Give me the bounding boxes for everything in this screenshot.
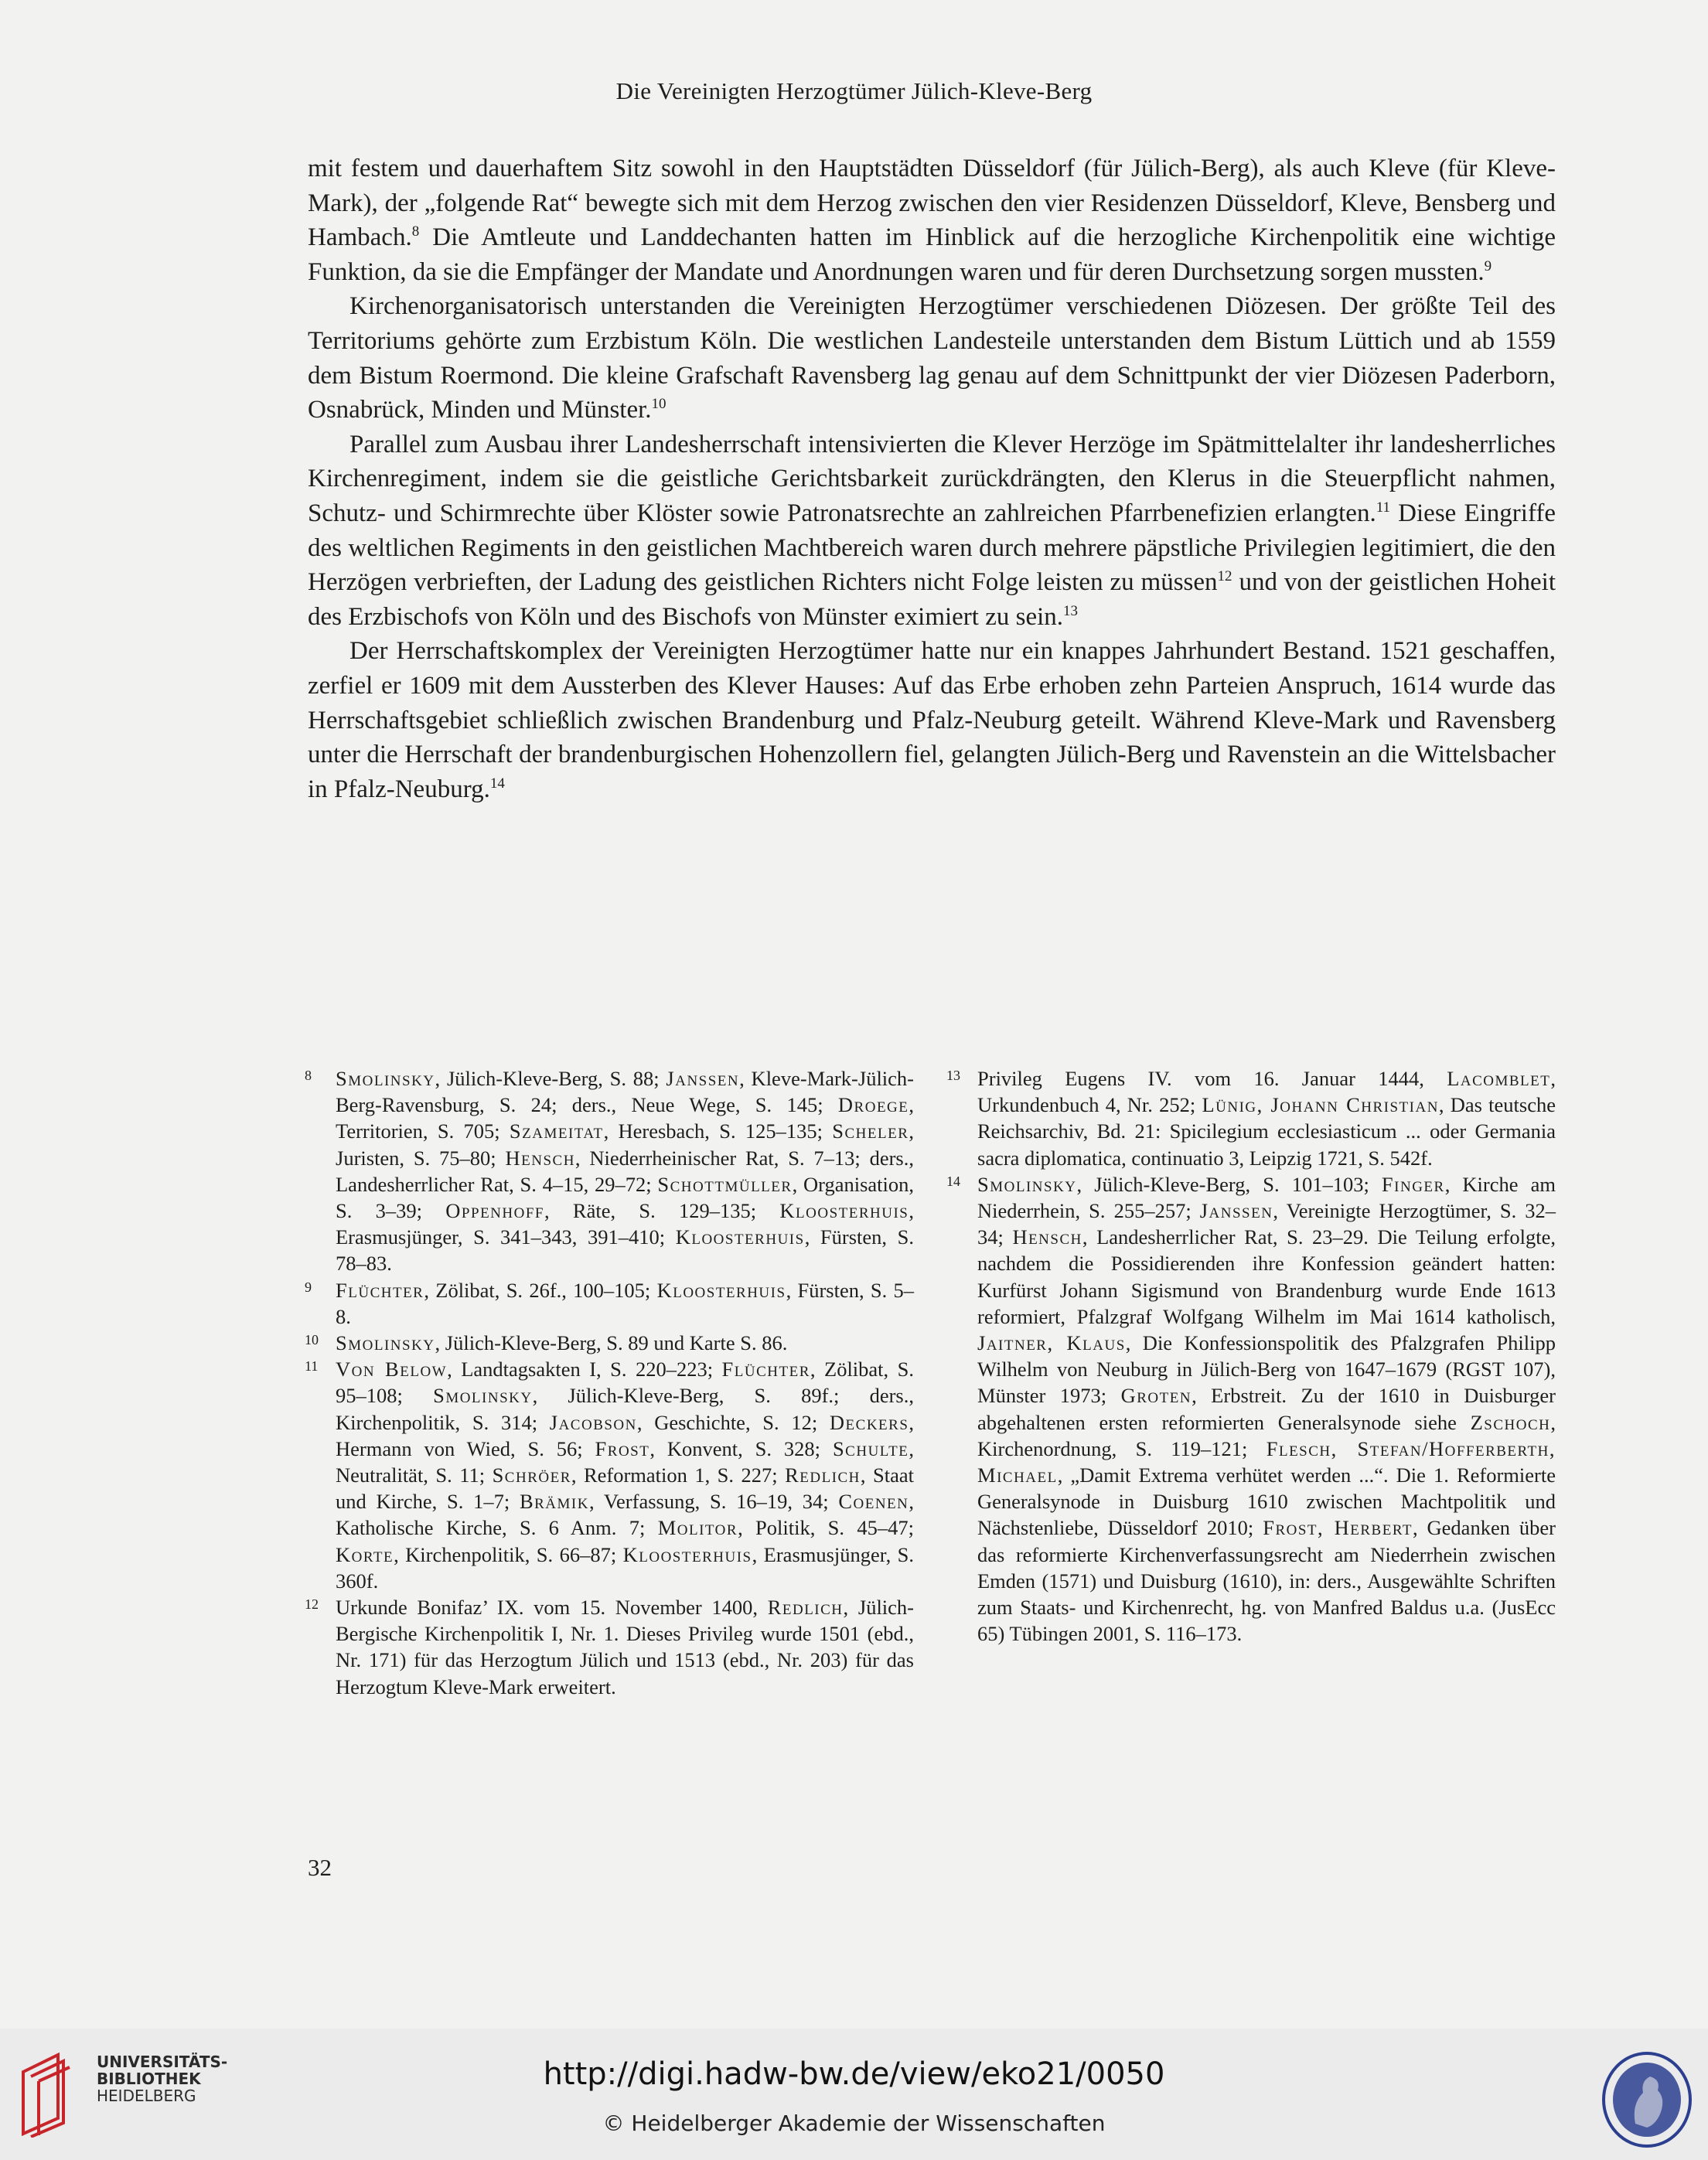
author-name: Kloosterhuis	[622, 1542, 752, 1566]
text-run: , Fürsten, S. 5–8.	[336, 1278, 914, 1328]
paragraph	[308, 634, 1556, 806]
paragraph	[308, 152, 1556, 289]
text-run: , Erasmusjünger, S. 360f.	[336, 1542, 914, 1593]
text-run: , „Damit Extrema verhütet werden ...“. Die 1. Reformierte Generalsynode in Duisburg 1610 zwischen Machtpolitik und Nächstenliebe, Düsseldorf 2010;	[977, 1463, 1556, 1540]
footnote-number: 10	[305, 1332, 319, 1348]
text-run: mit festem und dauerhaftem Sitz sowohl in den Hauptstädten Düsseldorf (für Jülich-Berg), als auch Kleve (für Kleve-Mark), der „folgende Rat“ bewegte sich mit dem Herzog zwischen den vier Residenzen Düsseldorf, Kleve, Bensberg und Hambach.	[308, 155, 1556, 252]
author-name: Janssen	[666, 1067, 740, 1090]
body-text	[308, 152, 1556, 806]
text-run: , Territorien, S. 705;	[336, 1093, 914, 1143]
text-run: , Räte, S. 129–135;	[544, 1199, 780, 1223]
text-run: , Erbstreit. Zu der 1610 in Duisburger abgehaltenen ersten reformierten Generalsynode siehe	[977, 1384, 1556, 1434]
footnote-text	[336, 1356, 914, 1594]
text-run: , Landtagsakten I, S. 220–223;	[447, 1358, 722, 1382]
text-run: und von der geistlichen Hoheit des Erzbischofs von Köln und des Bischofs von Münster eximiert zu sein.	[308, 568, 1556, 631]
text-run: , Das teutsche Reichsarchiv, Bd. 21: Spicilegium ecclesiasticum ... oder Germania sacra diplomatica, continuatio 3, Leipzig 1721, S. 542f.	[977, 1093, 1556, 1170]
footnote-number: 12	[305, 1596, 319, 1613]
author-name: Brämik	[519, 1490, 589, 1514]
author-name: Kloosterhuis	[675, 1225, 805, 1249]
text-run: , Zölibat, S. 95–108;	[336, 1358, 915, 1408]
author-name: Coenen	[838, 1490, 909, 1514]
footnote-reference[interactable]: 13	[1063, 602, 1079, 619]
footnote-text	[336, 1330, 914, 1356]
text-run: Der Herrschaftskomplex der Vereinigten Herzogtümer hatte nur ein knappes Jahrhundert Bestand. 1521 geschaffen, zerfiel er 1609 mit dem Aussterben des Klever Hauses: Auf das Erbe erhoben zehn Parteien Anspruch, 1614 wurde das Herrschaftsgebiet schließlich zwischen Brandenburg und Pfalz-Neuburg geteilt. Während Kleve-Mark und Ravensberg unter die Herrschaft der brandenburgischen Hohenzollern fiel, gelangten Jülich-Berg und Ravenstein an die Wittelsbacher in Pfalz-Neuburg.	[308, 637, 1556, 803]
paragraph	[308, 289, 1556, 427]
text-run: , Kleve-Mark-Jülich-Berg-Ravensburg, S. 24; ders., Neue Wege, S. 145;	[336, 1067, 915, 1117]
library-name-line-2: BIBLIOTHEK	[97, 2070, 201, 2088]
text-run: , Jülich-Kleve-Berg, S. 101–103;	[1076, 1172, 1382, 1196]
library-name-line-1: UNIVERSITÄTS-	[97, 2053, 228, 2071]
copyright-notice: © Heidelberger Akademie der Wissenschaften	[602, 2111, 1106, 2136]
author-name: Oppenhoff	[445, 1199, 544, 1223]
library-name-line-3: HEIDELBERG	[97, 2087, 196, 2105]
author-name: Groten	[1120, 1384, 1192, 1408]
footnote	[946, 1065, 1556, 1171]
footnote	[305, 1277, 914, 1330]
author-name: Deckers	[829, 1410, 909, 1434]
page-number: 32	[308, 1854, 332, 1881]
author-name: Smolinsky	[433, 1384, 533, 1408]
text-run: Privileg Eugens IV. vom 16. Januar 1444,	[977, 1067, 1447, 1090]
footnote-text	[336, 1065, 914, 1277]
text-run: , Organisation, S. 3–39;	[336, 1172, 914, 1223]
footnotes-left-column	[305, 1065, 915, 1700]
footnote-reference[interactable]: 8	[411, 223, 420, 240]
author-name: Zschoch	[1470, 1410, 1551, 1434]
author-name: Korte	[336, 1542, 394, 1566]
text-run: , Juristen, S. 75–80;	[336, 1119, 914, 1170]
author-name: Jaitner, Klaus	[977, 1331, 1126, 1355]
text-run: , Geschichte, S. 12;	[636, 1410, 830, 1434]
text-run: , Jülich-Kleve-Berg, S. 89 und Karte S. 86.	[435, 1331, 788, 1355]
footnotes-right-column	[946, 1065, 1556, 1647]
footnote-number: 9	[305, 1279, 312, 1295]
author-name: Redlich	[785, 1463, 861, 1487]
text-run: , Hermann von Wied, S. 56;	[336, 1410, 915, 1460]
text-run: Parallel zum Ausbau ihrer Landesherrschaft intensivierten die Klever Herzöge im Spätmittelalter ihr landesherrliches Kirchenregiment, indem sie die geistliche Gerichtsbarkeit zurückdrängten, den Klerus in die Steuerpflicht nahmen, Schutz- und Schirmrechte über Klöster sowie Patronatsrechte an zahlreichen Pfarrbenefizien erlangten.	[308, 430, 1556, 527]
footnote-reference[interactable]: 10	[651, 396, 666, 413]
author-name: Schröer	[492, 1463, 571, 1487]
text-run: , Landesherrlicher Rat, S. 23–29. Die Teilung erfolgte, nachdem die Possidierenden ihre Konfession geändert hatten: Kurfürst Johann Sigismund von Brandenburg wurde Ende 1613 reformiert, Pfalzgraf Wolfgang Wilhelm im Mai 1614 katholisch,	[977, 1225, 1556, 1328]
author-name: Flüchter	[721, 1358, 810, 1382]
text-run: , Kirchenpolitik, S. 66–87;	[394, 1542, 623, 1566]
footnote-text	[336, 1277, 914, 1330]
footnote	[946, 1171, 1556, 1647]
academy-seal-icon	[1601, 2050, 1693, 2149]
footnote-text	[336, 1594, 914, 1700]
author-name: Janssen	[1199, 1199, 1273, 1223]
author-name: Flüchter	[336, 1278, 424, 1302]
text-run: , Verfassung, S. 16–19, 34;	[588, 1490, 839, 1514]
text-run: , Heresbach, S. 125–135;	[603, 1119, 833, 1143]
text-run: , Gedanken über das reformierte Kirchenverfassungsrecht am Niederrhein zwischen Emden (1571) und Duisburg (1610), in: ders., Ausgewählte Schriften zum Staats- und Kirchenrecht, hg. von Manfred Baldus u.a. (JusEcc 65) Tübingen 2001, S. 116–173.	[977, 1516, 1556, 1646]
author-name: Kloosterhuis	[656, 1278, 786, 1302]
text-run: , Jülich-Kleve-Berg, S. 89f.; ders., Kirchenpolitik, S. 314;	[336, 1384, 914, 1434]
footnote-reference[interactable]: 14	[489, 775, 505, 792]
footnote	[305, 1330, 914, 1356]
footnote-reference[interactable]: 12	[1217, 568, 1232, 585]
text-run: , Katholische Kirche, S. 6 Anm. 7;	[336, 1490, 914, 1540]
paragraph	[308, 428, 1556, 635]
author-name: Smolinsky	[336, 1067, 435, 1090]
author-name: Frost, Herbert	[1263, 1516, 1413, 1540]
author-name: Smolinsky	[336, 1331, 435, 1355]
text-run: , Urkundenbuch 4, Nr. 252;	[977, 1067, 1556, 1117]
footnote	[305, 1065, 915, 1277]
text-run: Kirchenorganisatorisch unterstanden die Vereinigten Herzogtümer verschiedenen Diözesen. Der größte Teil des Territoriums gehörte zum Erzbistum Köln. Die westlichen Landesteile unterstanden dem Bistum Lüttich und ab 1559 dem Bistum Roermond. Die kleine Grafschaft Ravensberg lag genau auf dem Schnittpunkt der vier Diözesen Paderborn, Osnabrück, Minden und Münster.	[308, 292, 1556, 424]
text-run: , Jülich-Bergische Kirchenpolitik I, Nr. 1. Dieses Privileg wurde 1501 (ebd., Nr. 171) für das Herzogtum Jülich und 1513 (ebd., Nr. 203) für das Herzogtum Kleve-Mark erweitert.	[336, 1596, 914, 1698]
author-name: Hensch	[505, 1146, 575, 1170]
footnote	[305, 1356, 915, 1594]
text-run: , Vereinigte Herzogtümer, S. 32–34;	[977, 1199, 1556, 1249]
text-run: , Kirchenordnung, S. 119–121;	[977, 1410, 1556, 1460]
text-run: , Neutralität, S. 11;	[336, 1436, 914, 1487]
text-run: , Erasmusjünger, S. 341–343, 391–410;	[336, 1199, 914, 1249]
author-name: Molitor	[657, 1516, 738, 1540]
author-name: Smolinsky	[977, 1172, 1077, 1196]
footnote-text	[977, 1065, 1556, 1171]
text-run: , Reformation 1, S. 227;	[571, 1463, 786, 1487]
author-name: Kloosterhuis	[779, 1199, 909, 1223]
author-name: Finger	[1381, 1172, 1445, 1196]
text-run: , Niederrheinischer Rat, S. 7–13; ders., Landesherrlicher Rat, S. 4–15, 29–72;	[336, 1146, 914, 1196]
footnote-number: 14	[946, 1173, 960, 1189]
author-name: Lünig, Johann Christian	[1202, 1093, 1439, 1117]
text-run: , Jülich-Kleve-Berg, S. 88;	[435, 1067, 666, 1090]
footnote-text	[977, 1171, 1556, 1647]
text-run: , Fürsten, S. 78–83.	[336, 1225, 914, 1276]
text-run: Diese Eingriffe des weltlichen Regiments in den geistlichen Machtbereich waren durch mehrere päpstliche Privilegien legitimiert, die den Herzögen verbrieften, der Ladung des geistlichen Richters nicht Folge leisten zu müssen	[308, 499, 1556, 597]
text-run: Die Amtleute und Landdechanten hatten im Hinblick auf die herzogliche Kirchenpolitik eine wichtige Funktion, da sie die Empfänger der Mandate und Anordnungen waren und für deren Durchsetzung sorgen mussten.	[308, 223, 1556, 286]
author-name: Lacomblet	[1447, 1067, 1551, 1090]
author-name: Flesch, Stefan/Hofferberth, Michael	[977, 1436, 1556, 1487]
text-run: Urkunde Bonifaz’ IX. vom 15. November 1400,	[336, 1596, 768, 1620]
footnote-number: 13	[946, 1068, 960, 1083]
author-name: Jacobson	[549, 1410, 637, 1434]
author-name: Hensch	[1012, 1225, 1082, 1249]
author-name: Redlich	[767, 1596, 844, 1620]
author-name: Von Below	[336, 1358, 448, 1382]
running-head: Die Vereinigten Herzogtümer Jülich-Kleve-Berg	[615, 77, 1093, 104]
text-run: , Die Konfessionspolitik des Pfalzgrafen Philipp Wilhelm von Neuburg in Jülich-Berg von 1647–1679 (RGST 107), Münster 1973;	[977, 1331, 1556, 1408]
text-run: , Konvent, S. 328;	[649, 1436, 833, 1460]
footer-bar	[0, 2029, 1708, 2160]
author-name: Schulte	[832, 1436, 909, 1460]
author-name: Schottmüller	[657, 1172, 793, 1196]
footnote-reference[interactable]: 11	[1376, 499, 1390, 516]
footnote-number: 11	[305, 1358, 319, 1375]
text-run: , Staat und Kirche, S. 1–7;	[336, 1463, 914, 1514]
text-run: , Kirche am Niederrhein, S. 255–257;	[977, 1172, 1556, 1223]
text-run: , Politik, S. 45–47;	[738, 1516, 914, 1540]
author-name: Droege	[837, 1093, 909, 1117]
author-name: Frost	[595, 1436, 650, 1460]
author-name: Szameitat	[509, 1119, 604, 1143]
text-run: , Zölibat, S. 26f., 100–105;	[424, 1278, 657, 1302]
permalink-url[interactable]: http://digi.hadw-bw.de/view/eko21/0050	[543, 2056, 1165, 2092]
footnote	[305, 1594, 914, 1700]
footnote-number: 8	[305, 1068, 312, 1083]
footnote-reference[interactable]: 9	[1484, 257, 1492, 274]
author-name: Scheler	[832, 1119, 909, 1143]
